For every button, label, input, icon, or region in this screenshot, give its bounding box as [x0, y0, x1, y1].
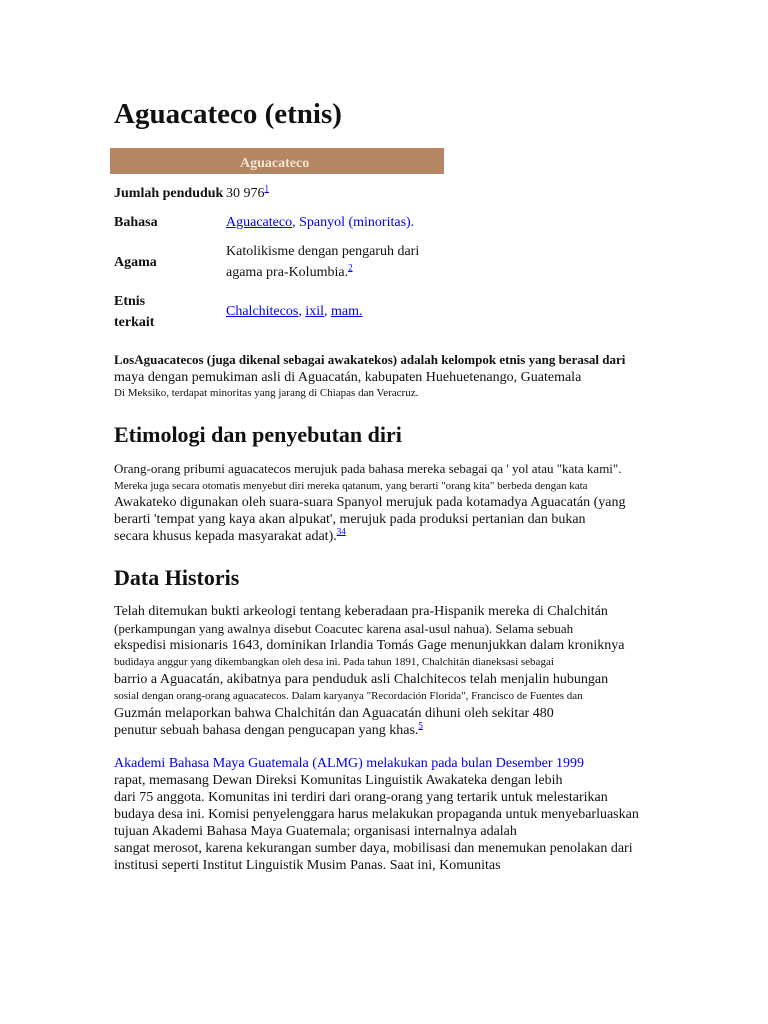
language-separator: ,	[292, 215, 300, 230]
religion-line-1: Katolikisme dengan pengaruh dari	[226, 244, 420, 259]
infobox-related-label	[114, 291, 154, 333]
historis-line-8	[114, 720, 423, 738]
historis-ref-link[interactable]: 5	[418, 720, 423, 731]
language-link-spanyol[interactable]: Spanyol (minoritas).	[299, 215, 415, 230]
almg-line-6: sangat merosot, karena kekurangan sumber daya, mobilisasi dan menemukan penolakan dari	[114, 841, 633, 856]
population-ref-link[interactable]: 1	[264, 183, 269, 194]
page-title: Aguacateco (etnis)	[114, 98, 342, 130]
historis-line-2: (perkampungan yang awalnya disebut Coacutec karena asal-usul nahua). Selama sebuah	[114, 621, 574, 636]
infobox-language-label: Bahasa	[114, 215, 158, 230]
historis-line-4: budidaya anggur yang dikembangkan oleh desa ini. Pada tahun 1891, Chalchitán dianeksasi sebagai	[114, 656, 554, 668]
almg-line-4: budaya desa ini. Komisi penyelenggara harus melakukan propaganda untuk menyebarluaskan	[114, 807, 639, 822]
intro-line-3: Di Meksiko, terdapat minoritas yang jarang di Chiapas dan Veracruz.	[114, 387, 419, 399]
intro-line-2: maya dengan pemukiman asli di Aguacatán, kabupaten Huehuetenango, Guatemala	[114, 370, 582, 385]
infobox-population-value	[226, 183, 446, 204]
etimologi-line-5	[114, 526, 346, 544]
historis-line-1: Telah ditemukan bukti arkeologi tentang keberadaan pra-Hispanik mereka di Chalchitán	[114, 604, 608, 619]
related-label-line-2: terkait	[114, 315, 155, 330]
historis-line-7: Guzmán melaporkan bahwa Chalchitán dan Aguacatán dihuni oleh sekitar 480	[114, 706, 554, 721]
etimologi-line-5-text: secara khusus kepada masyarakat adat).	[114, 529, 337, 544]
historis-line-6: sosial dengan orang-orang aguacatecos. Dalam karyanya "Recordación Florida", Francisco de Fuentes dan	[114, 690, 583, 702]
almg-line-2: rapat, memasang Dewan Direksi Komunitas Linguistik Awakateka dengan lebih	[114, 773, 563, 788]
almg-line-5: tujuan Akademi Bahasa Maya Guatemala; organisasi internalnya adalah	[114, 824, 517, 839]
historis-line-8-text: penutur sebuah bahasa dengan pengucapan yang khas.	[114, 723, 419, 738]
historis-line-3: ekspedisi misionaris 1643, dominikan Irlandia Tomás Gage menunjukkan dalam kroniknya	[114, 638, 625, 653]
related-link-chalchitecos[interactable]: Chalchitecos	[226, 304, 299, 319]
section-heading-etimologi: Etimologi dan penyebutan diri	[114, 422, 402, 447]
etimologi-line-2: Mereka juga secara otomatis menyebut diri mereka qatanum, yang berarti "orang kita" berbeda dengan kata	[114, 480, 588, 492]
religion-ref-link[interactable]: 2	[348, 262, 353, 273]
infobox-population-label: Jumlah penduduk	[114, 186, 224, 201]
infobox-language-value	[226, 212, 446, 233]
related-link-ixil[interactable]: ixil	[305, 304, 324, 319]
almg-line-3: dari 75 anggota. Komunitas ini terdiri dari orang-orang yang tertarik untuk melestarikan	[114, 790, 608, 805]
religion-line-2-text: agama pra-Kolumbia.	[226, 265, 349, 280]
etimologi-ref-link[interactable]: 34	[336, 526, 346, 537]
related-separator-1: ,	[298, 304, 306, 319]
infobox-religion-label: Agama	[114, 255, 157, 270]
etimologi-line-4: berarti 'tempat yang kaya akan alpukat', merujuk pada produksi pertanian dan bukan	[114, 512, 586, 527]
almg-line-7: institusi seperti Institut Linguistik Musim Panas. Saat ini, Komunitas	[114, 858, 501, 873]
infobox-religion-value	[226, 241, 446, 283]
religion-line-2	[226, 262, 446, 283]
almg-line-1[interactable]: Akademi Bahasa Maya Guatemala (ALMG) melakukan pada bulan Desember 1999	[114, 756, 585, 771]
language-link-aguacateco[interactable]: Aguacateco	[226, 215, 293, 230]
infobox-header: Aguacateco	[110, 148, 444, 174]
related-separator-2: ,	[323, 304, 331, 319]
related-link-mam[interactable]: mam.	[330, 304, 363, 319]
intro-line-1: LosAguacatecos (juga dikenal sebagai awakatekos) adalah kelompok etnis yang berasal dari	[114, 352, 626, 367]
infobox-related-value	[226, 301, 446, 322]
etimologi-line-3: Awakateko digunakan oleh suara-suara Spanyol merujuk pada kotamadya Aguacatán (yang	[114, 495, 626, 510]
population-number: 30 976	[226, 186, 265, 201]
historis-line-5: barrio a Aguacatán, akibatnya para penduduk asli Chalchitecos telah menjalin hubungan	[114, 672, 609, 687]
related-label-line-1: Etnis	[114, 294, 146, 309]
etimologi-line-1: Orang-orang pribumi aguacatecos merujuk pada bahasa mereka sebagai qa ' yol atau "kata kami".	[114, 461, 622, 476]
section-heading-data-historis: Data Historis	[114, 565, 240, 590]
